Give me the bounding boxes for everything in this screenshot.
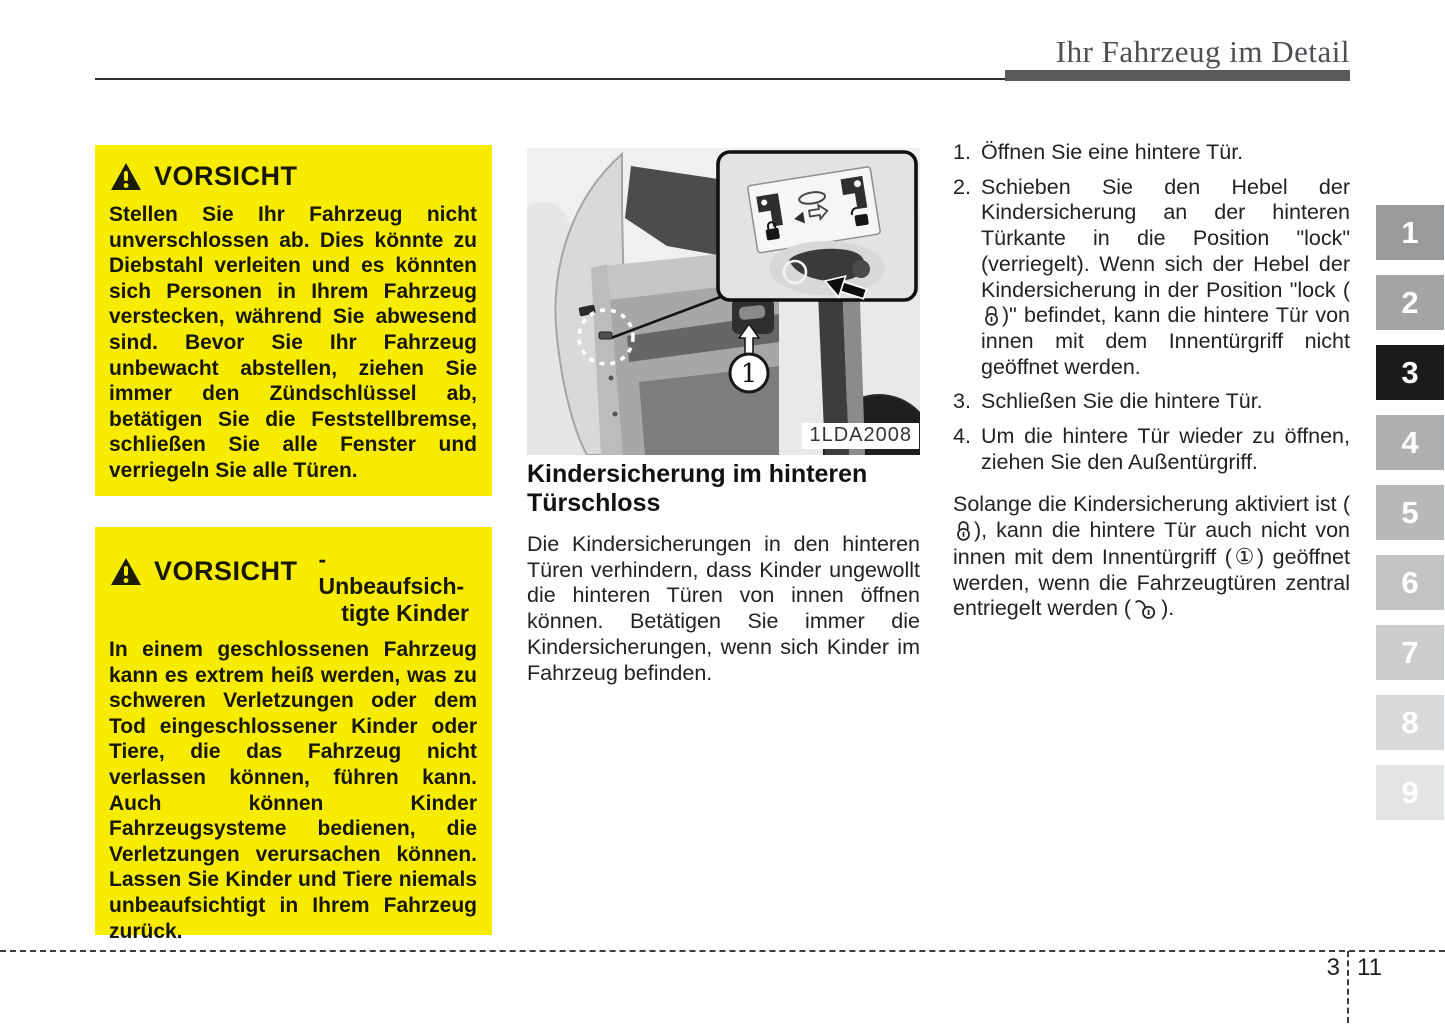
callout-number: 1 [740,359,758,389]
page-title: Ihr Fahrzeug im Detail [1055,34,1350,69]
footer-chapter-number: 3 [1326,954,1340,981]
chapter-tab-7: 7 [1376,625,1444,680]
step-text: Um die hintere Tür wieder zu öffnen, ziehen Sie den Außentürgriff. [981,424,1350,474]
chapter-tab-5: 5 [1376,485,1444,540]
door-child-lock-figure [527,148,920,455]
header-accent-bar [1005,70,1350,81]
chapter-tab-4: 4 [1376,415,1444,470]
step-number: 1. [953,140,971,164]
section-intro: Die Kindersicherungen in den hinteren Türen verhindern, dass Kinder ungewollt die hinteren Türen von innen öffnen können. Betätigen Sie immer die Kindersicherungen, wenn sich Kinder im Fahrzeug befinden. [527,532,920,685]
figure-caption: 1LDA2008 [802,423,919,449]
warning-triangle-icon [111,163,141,190]
closing-paragraph: Solange die Kindersicherung aktiviert ist (), kann die hintere Tür auch nicht von innen mit dem Innentürgriff (①) geöffnet werden, wenn die Fahrzeugtüren zentral entriegelt werden ( ). [953,492,1350,621]
child-lock-lever-slot [599,332,612,339]
unlock-icon [1133,598,1159,619]
circled-one-ref: ① [1231,543,1257,569]
warning-body: Stellen Sie Ihr Fahrzeug nicht unverschlossen ab. Dies könnte zu Diebstahl verleiten und es könnten sich Personen in Ihrem Fahrzeug verstecken, während Sie abwesend sind. Bevor Sie Ihr Fahrzeug unbewacht abstellen, ziehen Sie immer den Zündschlüssel ab, betätigen Sie die Feststellbremse, schließen Sie alle Fenster und verriegeln Sie alle Türen. [109,203,477,482]
step-item-1 [953,140,1350,166]
warning-box-children [95,527,492,943]
steps-list [953,140,1350,622]
step-number: 4. [953,424,971,449]
chapter-tab-9: 9 [1376,765,1444,820]
footer-vertical-dashed-rule [1347,951,1349,1023]
step-text: Öffnen Sie eine hintere Tür. [981,140,1244,164]
warning-box-theft [95,145,492,496]
footer-dashed-rule [0,950,1445,952]
car-rear-door-illustration [527,148,920,455]
chapter-tab-3-active: 3 [1376,345,1444,400]
step-item-2 [953,175,1350,381]
warning-subtitle-line1: - Unbeaufsich- [318,546,465,599]
warning-title: VORSICHT [154,161,298,191]
footer-page-number: 11 [1357,954,1382,981]
step-item-4 [953,424,1350,475]
warning-subtitle-line2: tigte Kinder [341,600,469,626]
chapter-tab-8: 8 [1376,695,1444,750]
step-number: 2. [953,174,971,199]
chapter-tab-1: 1 [1376,205,1444,260]
warning-title: VORSICHT [154,556,298,586]
step-number: 3. [953,389,971,414]
lock-icon [955,520,972,541]
step-text: Schließen Sie die hintere Tür. [981,389,1263,414]
warning-triangle-icon [111,558,141,585]
warning-body: In einem geschlossenen Fahrzeug kann es extrem heiß werden, was zu schweren Verletzungen oder dem Tod eingeschlossener Kinder oder Tiere, die das Fahrzeug nicht verlassen können, führen kann. Auch können Kinder Fahrzeugsysteme bedienen, die Verletzungen verursachen können. Lassen Sie Kinder und Tiere niemals unbeaufsichtigt in Ihrem Fahrzeug zurück. [109,638,477,943]
step-text: Schieben Sie den Hebel der Kindersicherung an der hinteren Türkante in die Position "lock" (verriegelt). Wenn sich der Hebel der Kindersicherung in der Position "lock ()" befindet, kann die hintere Tür von innen mit dem Innentürgriff nicht geöffnet werden. [981,174,1350,379]
chapter-tab-2: 2 [1376,275,1444,330]
step-item-3 [953,389,1350,415]
lock-icon [983,305,1000,326]
section-heading: Kindersicherung im hinteren Türschloss [527,460,868,517]
chapter-tab-6: 6 [1376,555,1444,610]
